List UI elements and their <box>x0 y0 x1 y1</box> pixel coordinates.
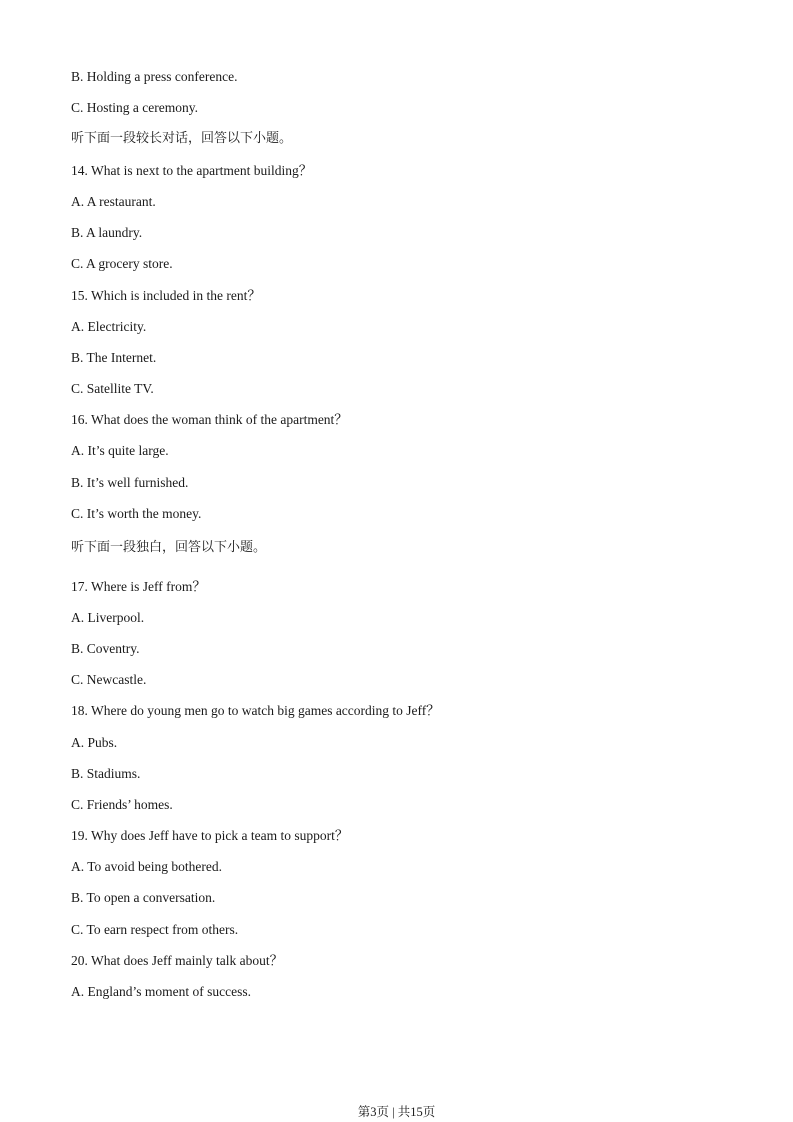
section-instruction-monologue: 听下面一段独白，回答以下小题。 <box>71 540 267 555</box>
option-17a: A. Liverpool. <box>71 610 145 625</box>
option-17c: C. Newcastle. <box>71 672 147 687</box>
option-15c: C. Satellite TV. <box>71 381 154 396</box>
option-20a: A. England’s moment of success. <box>71 984 251 999</box>
page-number-footer: 第3页 | 共15页 <box>357 1105 436 1119</box>
option-13b: B. Holding a press conference. <box>71 69 238 84</box>
option-19c: C. To earn respect from others. <box>71 922 239 937</box>
option-15a: A. Electricity. <box>71 319 147 334</box>
option-16c: C. It’s worth the money. <box>71 506 202 521</box>
option-18b: B. Stadiums. <box>71 766 141 781</box>
question-20: 20. What does Jeff mainly talk about？ <box>71 953 284 968</box>
option-19b: B. To open a conversation. <box>71 890 216 905</box>
question-17: 17. Where is Jeff from？ <box>71 579 206 594</box>
option-15b: B. The Internet. <box>71 350 157 365</box>
option-14b: B. A laundry. <box>71 225 143 240</box>
question-18: 18. Where do young men go to watch big games according to Jeff？ <box>71 703 440 718</box>
option-13c: C. Hosting a ceremony. <box>71 100 198 115</box>
option-17b: B. Coventry. <box>71 641 140 656</box>
question-14: 14. What is next to the apartment building？ <box>71 163 313 178</box>
option-19a: A. To avoid being bothered. <box>71 859 223 874</box>
section-instruction-dialogue: 听下面一段较长对话，回答以下小题。 <box>71 131 293 146</box>
option-14a: A. A restaurant. <box>71 194 156 209</box>
option-18a: A. Pubs. <box>71 735 118 750</box>
question-15: 15. Which is included in the rent？ <box>71 288 261 303</box>
question-19: 19. Why does Jeff have to pick a team to support？ <box>71 828 349 843</box>
option-16a: A. It’s quite large. <box>71 443 169 458</box>
question-16: 16. What does the woman think of the apartment？ <box>71 412 348 427</box>
option-14c: C. A grocery store. <box>71 256 173 271</box>
option-16b: B. It’s well furnished. <box>71 475 189 490</box>
option-18c: C. Friends’ homes. <box>71 797 173 812</box>
